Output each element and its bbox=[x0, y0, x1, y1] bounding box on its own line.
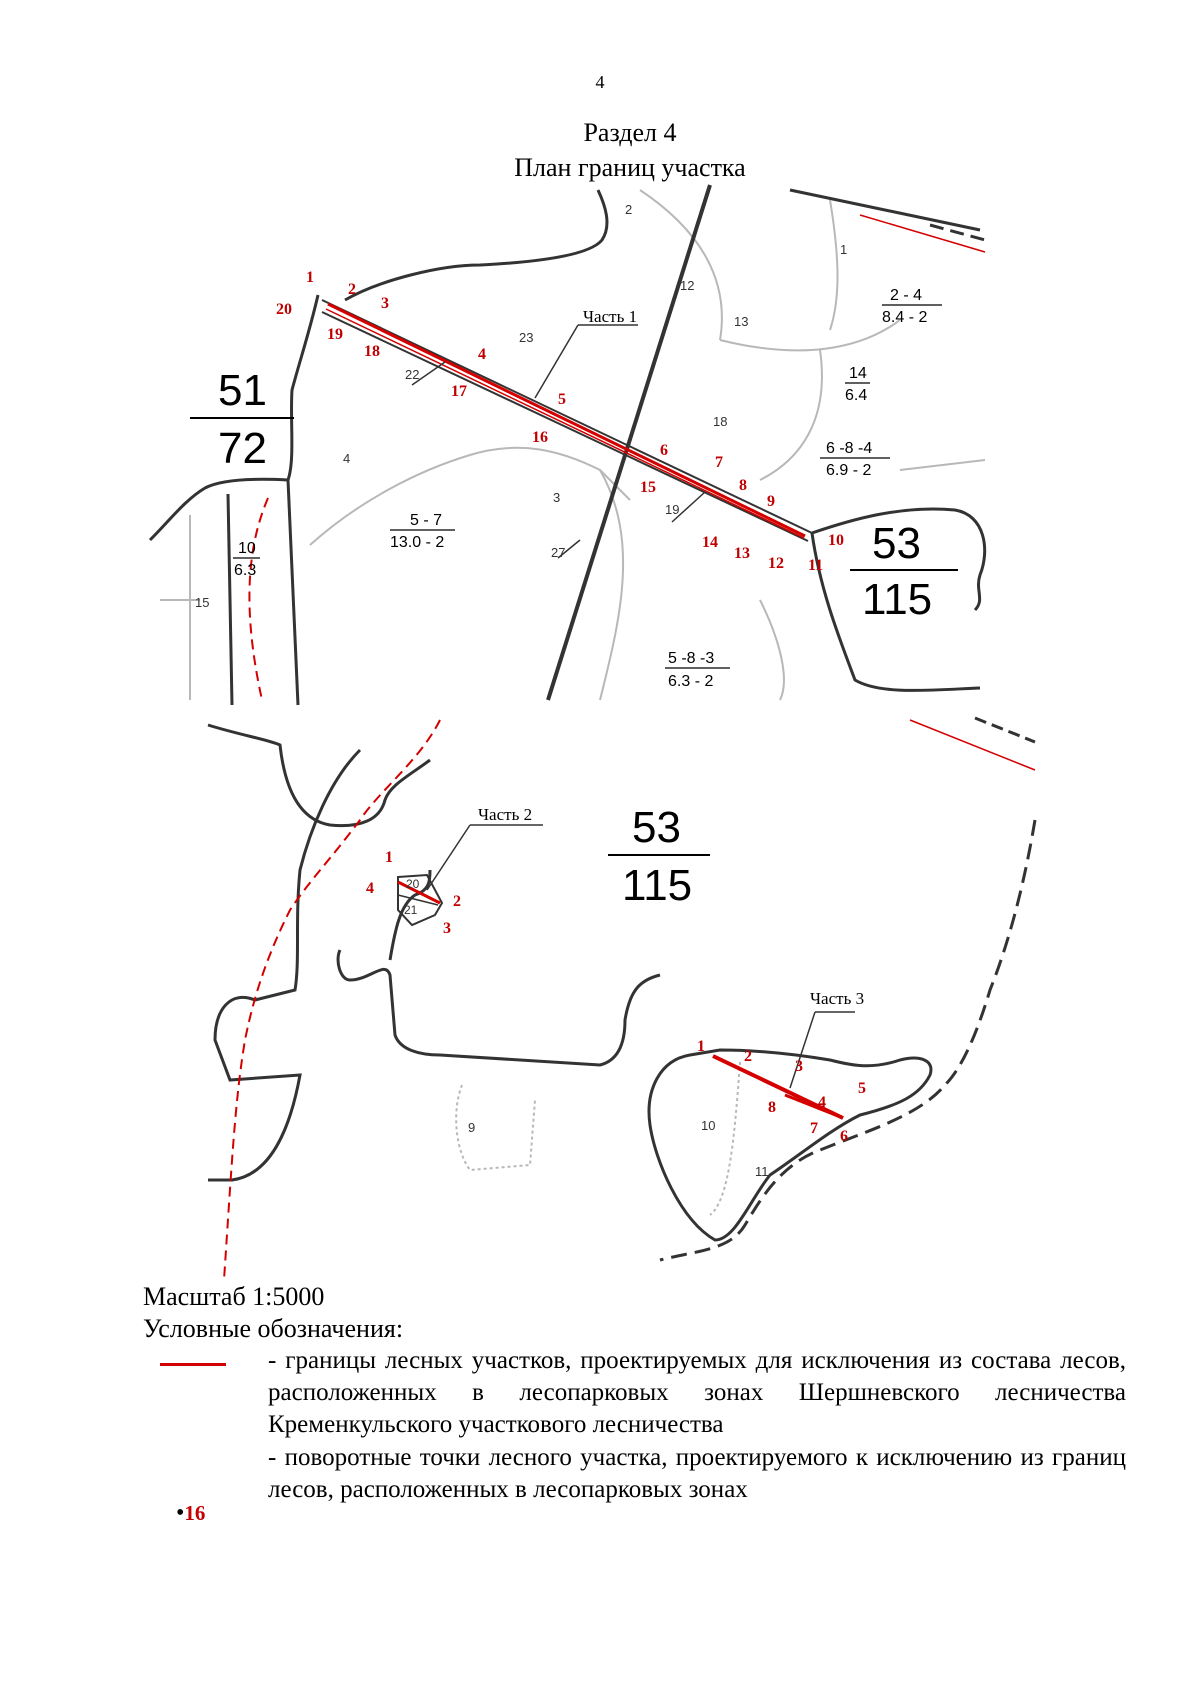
fraction-den: 6.3 - 2 bbox=[668, 673, 714, 690]
turn-point-label: 1 bbox=[385, 849, 393, 866]
part3-label: Часть 3 bbox=[810, 989, 865, 1008]
plot-number: 21 bbox=[404, 903, 418, 917]
fraction-den: 8.4 - 2 bbox=[882, 309, 928, 326]
plot-number: 3 bbox=[553, 490, 561, 505]
turn-point-label: 14 bbox=[702, 534, 718, 551]
scale-label: Масштаб 1:5000 bbox=[143, 1282, 325, 1311]
legend-point-description: - поворотные точки лесного участка, проектируемого к исключению из границ лесов, расположенных в лесопарковых зонах bbox=[268, 1444, 1126, 1503]
turn-point-label: 3 bbox=[443, 920, 451, 937]
part1-label: Часть 1 bbox=[583, 307, 638, 326]
section-subtitle: План границ участка bbox=[514, 153, 746, 182]
bottom-map-labels bbox=[366, 803, 866, 1179]
bottom-map bbox=[208, 718, 1035, 1280]
road-line bbox=[548, 185, 710, 700]
fraction-num: 6 -8 -4 bbox=[826, 440, 873, 457]
plot-number: 9 bbox=[468, 1120, 476, 1135]
stand-boundary bbox=[830, 200, 838, 330]
turn-point-label: 11 bbox=[808, 557, 824, 574]
turn-point-label: 1 bbox=[306, 269, 314, 286]
part3-strip bbox=[713, 1012, 855, 1118]
turn-point-label: 7 bbox=[810, 1120, 818, 1137]
quarter-boundary bbox=[345, 190, 607, 300]
fraction-den: 6.9 - 2 bbox=[826, 462, 872, 479]
fraction-num: 2 - 4 bbox=[890, 287, 923, 304]
fraction-den: 6.3 bbox=[234, 562, 257, 579]
quarter-boundary bbox=[150, 479, 288, 540]
district-boundary-dashed bbox=[249, 498, 268, 700]
fraction-num: 10 bbox=[238, 540, 256, 557]
fraction-num: 5 -8 -3 bbox=[668, 650, 715, 667]
neighbor-boundary bbox=[910, 720, 1035, 770]
turn-point-label: 8 bbox=[739, 477, 747, 494]
stand-boundary bbox=[760, 350, 822, 480]
turn-point-label: 13 bbox=[734, 545, 750, 562]
legend-line-description: - границы лесных участков, проектируемых для исключения из состава лесов, расположенных в лесопарковых зонах Шершневского лесничества Кременкульского участкового лесничества bbox=[268, 1347, 1126, 1438]
section-title: Раздел 4 bbox=[583, 118, 677, 147]
quarter-boundary bbox=[338, 950, 660, 1065]
plot-number: 19 bbox=[665, 502, 680, 517]
plot-number: 10 bbox=[701, 1118, 716, 1133]
plot-number: 20 bbox=[406, 877, 420, 891]
turn-point-label: 16 bbox=[532, 429, 548, 446]
plot-number: 13 bbox=[734, 314, 749, 329]
quarter-115-den: 115 bbox=[862, 575, 933, 624]
stand-boundary bbox=[710, 1062, 740, 1215]
legend-title: Условные обозначения: bbox=[143, 1314, 404, 1343]
turn-point-label: 4 bbox=[366, 880, 374, 897]
stand-boundary bbox=[900, 460, 985, 470]
turn-point-label: 10 bbox=[828, 532, 844, 549]
plot-number: 22 bbox=[405, 367, 420, 382]
turn-point-label: 5 bbox=[858, 1080, 866, 1097]
part1-strip bbox=[322, 300, 812, 541]
turn-point-label: 12 bbox=[768, 555, 784, 572]
legend-red-line-icon bbox=[160, 1363, 226, 1366]
part2-label: Часть 2 bbox=[478, 805, 533, 824]
quarter-boundary bbox=[228, 494, 232, 705]
plot-number: 18 bbox=[713, 414, 728, 429]
plot-number: 15 bbox=[195, 595, 210, 610]
turn-point-label: 2 bbox=[453, 893, 461, 910]
quarter-51-num: 51 bbox=[218, 366, 267, 415]
plot-number: 11 bbox=[755, 1164, 769, 1179]
turn-point-label: 3 bbox=[381, 295, 389, 312]
turn-point-label: 6 bbox=[660, 442, 668, 459]
stand-boundary bbox=[310, 448, 630, 545]
quarter-53-num: 53 bbox=[872, 519, 921, 568]
stand-boundary bbox=[640, 190, 722, 340]
plot-number: 2 bbox=[625, 202, 633, 217]
plot-number: 23 bbox=[519, 330, 534, 345]
quarter-72-den: 72 bbox=[218, 424, 267, 473]
turn-point-label: 19 bbox=[327, 326, 343, 343]
plot-number: 1 bbox=[840, 242, 848, 257]
turn-point-label: 17 bbox=[451, 383, 467, 400]
plot-number: 27 bbox=[551, 545, 566, 560]
turn-point-label: 15 bbox=[640, 479, 656, 496]
turn-point-label: 4 bbox=[818, 1094, 826, 1111]
turn-point-label: 20 bbox=[276, 301, 292, 318]
quarter-boundary-dashed bbox=[975, 718, 1035, 742]
turn-point-label: 3 bbox=[795, 1058, 803, 1075]
page-number: 4 bbox=[595, 72, 605, 92]
turn-point-label: 8 bbox=[768, 1099, 776, 1116]
legend-point-number: 16 bbox=[184, 1501, 206, 1525]
quarter-115-den: 115 bbox=[622, 861, 693, 910]
part2-plot bbox=[398, 825, 543, 925]
quarter-boundary bbox=[288, 480, 298, 705]
quarter-boundary-dashed bbox=[660, 820, 1035, 1260]
fraction-den: 6.4 bbox=[845, 387, 868, 404]
turn-point-label: 5 bbox=[558, 391, 566, 408]
turn-point-label: 4 bbox=[478, 346, 486, 363]
fraction-den: 13.0 - 2 bbox=[390, 534, 445, 551]
plot-number: 12 bbox=[680, 278, 695, 293]
turn-point-label: 18 bbox=[364, 343, 380, 360]
fraction-num: 5 - 7 bbox=[410, 512, 443, 529]
stand-boundary bbox=[760, 600, 784, 700]
turn-point-label: 6 bbox=[840, 1128, 848, 1145]
turn-point-label: 9 bbox=[767, 493, 775, 510]
turn-point-label: 7 bbox=[715, 454, 723, 471]
neighbor-boundary bbox=[860, 215, 985, 252]
point-dot-icon: • bbox=[176, 1500, 185, 1526]
fraction-num: 14 bbox=[849, 365, 867, 382]
turn-point-label: 2 bbox=[744, 1048, 752, 1065]
top-map-labels bbox=[195, 202, 932, 690]
quarter-boundary bbox=[649, 1050, 931, 1240]
quarter-boundary bbox=[790, 190, 980, 230]
part1-leader bbox=[535, 325, 638, 398]
quarter-boundary bbox=[288, 295, 318, 480]
plot-number: 4 bbox=[343, 451, 351, 466]
turn-point-label: 2 bbox=[348, 281, 356, 298]
turn-point-label: 1 bbox=[697, 1038, 705, 1055]
legend-point-example bbox=[176, 1500, 205, 1527]
quarter-53-num: 53 bbox=[632, 803, 681, 852]
